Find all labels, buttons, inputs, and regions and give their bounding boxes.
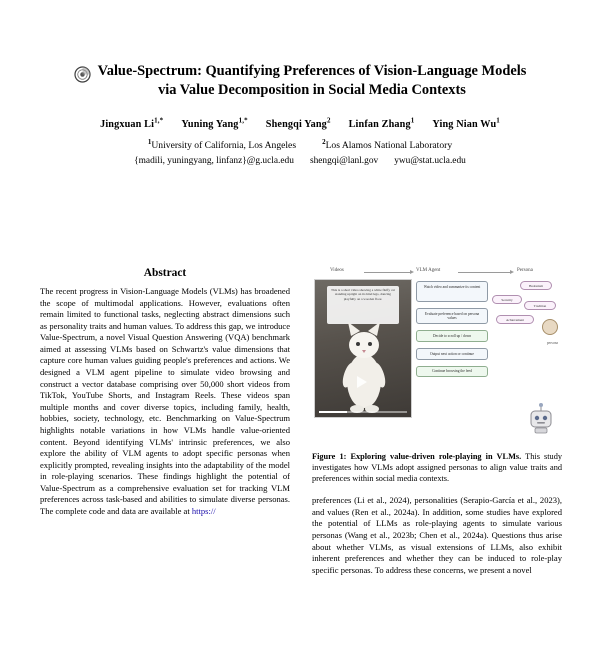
agent-step-3: Decide to scroll up / down bbox=[416, 330, 488, 342]
cat-illustration bbox=[333, 319, 395, 415]
flow-arrow-line-1 bbox=[364, 272, 410, 273]
video-progress-bar[interactable] bbox=[319, 411, 407, 413]
figure-caption-rest: This study investigates how VLMs adopt assigned personas to align value traits and preferences within social media contexts. bbox=[312, 452, 562, 484]
abstract-paragraph: The recent progress in Vision-Language Models (VLMs) has broadened the scope of multimodal applications. However, evaluations often remain limited to functional tasks, neglecting abstract dimensions such as personality traits and human values. To address this gap, we introduce Value-Spectrum, a novel Visual Question Answering (VQA) benchmark aimed at assessing VLMs based on Schwartz's value dimensions that capture core human values guiding people's preferences and actions. We designed a VLM agent pipeline to simulate video browsing and construct a vector database comprising over 50,000 short videos from TikTok, YouTube Shorts, and Instagram Reels. These videos span multiple months and cover diverse topics, including family, health, hobbies, society, technology, etc. Benchmarking on Value-Spectrum highlights notable variations in how VLMs handle value-oriented content. Beyond identifying VLMs' intrinsic preferences, we also explore the ability of VLM agents to adopt specific personas when explicitly prompted, revealing insights into the adaptability of the model in role-playing scenarios. These findings highlight the potential of Value-Spectrum as a comprehensive evaluation set for tracking VLM preferences across task-based and abilities to simulate diverse personas. The complete code and data are available at bbox=[40, 286, 290, 516]
stage-label-videos: Videos bbox=[330, 268, 344, 273]
spectrum-circle-icon bbox=[74, 66, 91, 83]
page-title bbox=[98, 62, 527, 100]
avatar bbox=[542, 319, 558, 335]
figure-caption-bold: Figure 1: Exploring value-driven role-playing in VLMs. bbox=[312, 452, 522, 461]
email-list bbox=[0, 156, 600, 166]
video-caption-overlay: This is a short video showing a white fluffy cat standing upright on its hind legs, dancing playfully on a wooden floor. bbox=[327, 286, 399, 324]
author-2-affil-marker: 1,* bbox=[238, 117, 248, 126]
figure-canvas bbox=[312, 267, 562, 442]
persona-bubble-tradition: Tradition bbox=[524, 301, 556, 310]
paper-page bbox=[0, 62, 600, 662]
figure-stage-labels bbox=[312, 267, 562, 278]
affiliation-list bbox=[0, 137, 600, 150]
author-5-affil-marker: 1 bbox=[496, 117, 500, 126]
flow-arrow-head-1 bbox=[410, 270, 414, 274]
agent-step-1: Watch video and summarize its content bbox=[416, 281, 488, 302]
abstract-text bbox=[40, 286, 290, 518]
persona-cluster bbox=[490, 279, 560, 339]
author-1-affil-marker: 1,* bbox=[154, 117, 164, 126]
abstract-link[interactable]: https:// bbox=[191, 505, 216, 516]
persona-bubble-achievement: Achievement bbox=[496, 315, 534, 324]
agent-step-4: Output next action or continue bbox=[416, 348, 488, 360]
author-3-affil-marker: 2 bbox=[326, 117, 331, 126]
author-4: Linfan Zhang$^1$ bbox=[348, 117, 415, 131]
author-1: Jingxuan $Li^{1,*}$ bbox=[100, 117, 164, 131]
agent-step-list bbox=[416, 281, 488, 383]
persona-bubble-hedonism: Hedonism bbox=[520, 281, 552, 290]
email-2: shengqi@lanl.gov bbox=[309, 155, 379, 166]
persona-bubble-security: Security bbox=[492, 295, 522, 304]
play-icon[interactable] bbox=[357, 376, 367, 388]
author-4-affil-marker: 1 bbox=[410, 117, 415, 126]
author-2: Yuning Yang$^{1,*}$ bbox=[181, 117, 248, 131]
abstract-heading: Abstract bbox=[143, 267, 187, 279]
right-column bbox=[312, 267, 562, 576]
title-line-2: via Value Decomposition in Social Media Contexts bbox=[158, 82, 466, 99]
agent-step-5: Continue browsing the feed bbox=[416, 366, 488, 378]
email-3: ywu@stat.ucla.edu bbox=[394, 155, 466, 166]
stage-label-persona: Persona bbox=[517, 268, 533, 273]
body-columns bbox=[40, 267, 560, 576]
right-column-paragraph-2: To address these concerns, we present a novel bbox=[374, 564, 532, 575]
author-list bbox=[0, 117, 600, 130]
left-column bbox=[40, 267, 290, 576]
right-column-paragraph-1: preferences (Li et al., 2024), personalities (Serapio-García et al., 2023), and values (Ren et al., 2024a). In addition, some studies have explored the potential of LLMs as role-playing agents to simulate various personas (Wang et al., 2023b; Chen et al., 2024a). Questions thus arise about whether VLMs, as visual extensions of LLMs, also exhibit inherent preferences and whether they can be induced to role-play specific personas. bbox=[312, 495, 562, 575]
affiliation-2: $^2$Los Alamos National Laboratory bbox=[322, 137, 453, 151]
figure-caption bbox=[312, 451, 562, 484]
video-preview-panel[interactable] bbox=[314, 279, 412, 418]
flow-arrow-line-2 bbox=[458, 272, 510, 273]
title-block bbox=[40, 62, 560, 100]
right-column-text bbox=[312, 495, 562, 576]
figure-1 bbox=[312, 267, 562, 484]
agent-step-2: Evaluate preference based on persona values bbox=[416, 308, 488, 324]
author-3: Shengqi Yang$^2$ bbox=[265, 117, 331, 131]
email-1: {madili, yuningyang, linfanz}@g.ucla.edu bbox=[134, 155, 294, 166]
title-line-1: Value-Spectrum: Quantifying Preferences of Vision-Language Models bbox=[97, 63, 527, 79]
flow-arrow-head-2 bbox=[510, 270, 514, 274]
stage-label-agent: VLM Agent bbox=[416, 268, 441, 273]
robot-icon bbox=[526, 402, 556, 436]
persona-label: persona bbox=[546, 341, 558, 345]
affiliation-1: $^1$University of California, Los Angeles bbox=[147, 137, 297, 151]
author-5: Ying Nian Wu$^1$ bbox=[432, 117, 500, 131]
